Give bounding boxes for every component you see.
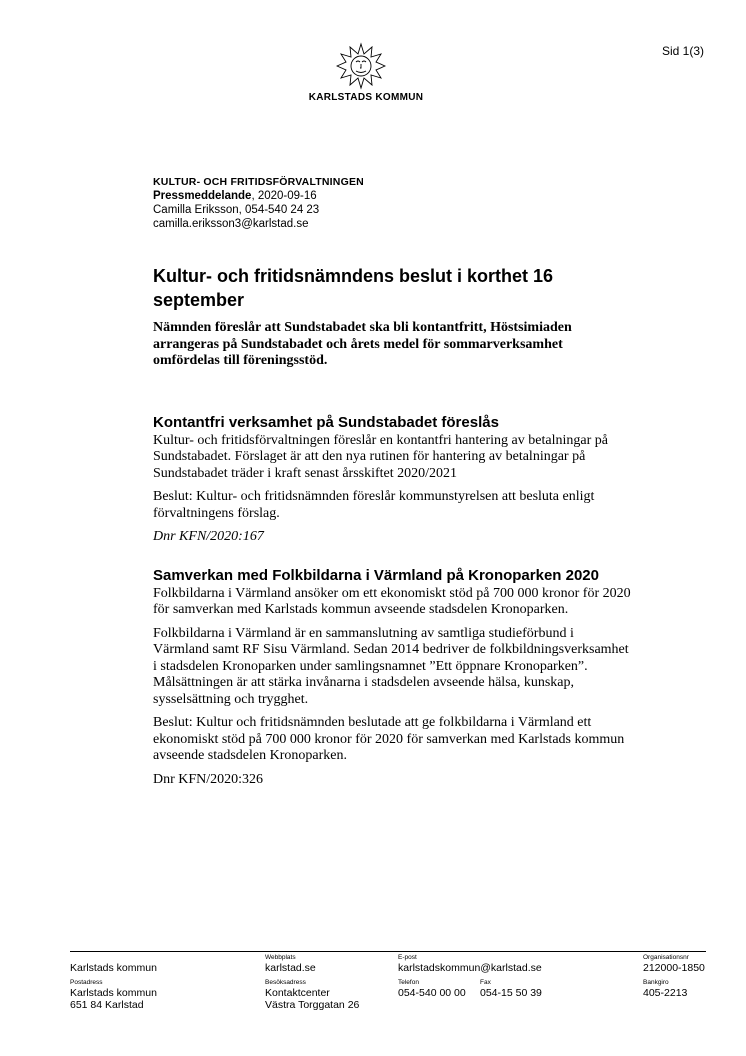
department-name: KULTUR- OCH FRITIDSFÖRVALTNINGEN [153, 176, 364, 188]
logo-text: KARLSTADS KOMMUN [308, 92, 424, 103]
footer-web-value: karlstad.se [265, 962, 316, 974]
footer-post-label: Postadress [70, 979, 103, 986]
footer-phone-value: 054-540 00 00 [398, 987, 466, 999]
footer-org-name: Karlstads kommun [70, 962, 157, 974]
footer-fax [480, 979, 542, 999]
footer-web [265, 954, 316, 974]
section-1-paragraph-1: Kultur- och fritidsförvaltningen föreslår en kontantfri hantering av betalningar på Sundstabadet. Förslaget är att den nya rutinen för hantering av betalningar på Sundstabadet träder i kraft senast årsskiftet 2020/2021 [153, 432, 608, 481]
section-2-paragraph-1: Folkbildarna i Värmland ansöker om ett ekonomiskt stöd på 700 000 kronor för 2020 för samverkan med Karlstads kommun avseende stadsdelen Kronoparken. [153, 585, 631, 617]
section-1-dnr: Dnr KFN/2020:167 [153, 529, 264, 544]
footer-orgnr-label: Organisationsnr [643, 954, 689, 961]
footer-visit-line1: Kontaktcenter [265, 987, 330, 999]
lead-paragraph: Nämnden föreslår att Sundstabadet ska bli kontantfritt, Höstsimiaden arrangeras på Sundstabadet och årets medel för sommarverksamhet omfördelas till föreningsstöd. [153, 320, 572, 368]
section-1-heading: Kontantfri verksamhet på Sundstabadet föreslås [153, 413, 499, 431]
footer-visit-line2: Västra Torggatan 26 [265, 999, 360, 1011]
footer-post-line1: Karlstads kommun [70, 987, 157, 999]
footer-fax-label: Fax [480, 979, 491, 986]
footer-orgnr [643, 954, 705, 974]
footer-bankgiro-value: 405-2213 [643, 987, 688, 999]
section-2-dnr: Dnr KFN/2020:326 [153, 771, 264, 787]
footer-phone [398, 979, 466, 999]
section-2-paragraph-2: Folkbildarna i Värmland är en sammanslutning av samtliga studieförbund i Värmland samt RF Sisu Värmland. Sedan 2014 bedriver de folkbildningsverksamhet i stadsdelen Kronoparken under samlingsnamnet ”Ett öppnare Kronoparken”. Målsättningen är att stärka invånarna i stadsdelen avseende hälsa, kunskap, sysselsättning och trygghet. [153, 625, 629, 707]
footer-orgnr-value: 212000-1850 [643, 962, 705, 974]
contact-line: Camilla Eriksson, 054-540 24 23 [153, 204, 320, 216]
doc-type: Pressmeddelande [153, 190, 252, 202]
footer-bankgiro-label: Bankgiro [643, 979, 669, 986]
doc-date: , 2020-09-16 [251, 190, 317, 202]
section-2-heading: Samverkan med Folkbildarna i Värmland på Kronoparken 2020 [153, 566, 599, 584]
footer-visit [265, 979, 359, 1011]
main-content [153, 264, 633, 788]
page-title: Kultur- och fritidsnämndens beslut i korthet 16 september [153, 266, 554, 310]
footer-post-line2: 651 84 Karlstad [70, 999, 144, 1011]
sun-logo-icon [336, 42, 386, 90]
page-number: Sid 1(3) [661, 44, 704, 58]
section-2-paragraph-3: Beslut: Kultur och fritidsnämnden beslutade att ge folkbildarna i Värmland ett ekonomiskt stöd på 700 000 kronor för 2020 för samverkan med Karlstads kommun avseende stadsdelen Kronoparken. [153, 715, 625, 763]
footer-visit-label: Besöksadress [265, 979, 306, 986]
sender-block [153, 175, 364, 231]
footer-email [398, 954, 542, 974]
footer-divider [70, 951, 706, 952]
contact-email: camilla.eriksson3@karlstad.se [153, 218, 309, 230]
doc-type-line [153, 189, 364, 203]
footer-web-label: Webbplats [265, 954, 296, 961]
footer-post [70, 979, 157, 1011]
footer-bankgiro [643, 979, 687, 999]
footer-fax-value: 054-15 50 39 [480, 987, 542, 999]
footer-email-value: karlstadskommun@karlstad.se [398, 962, 542, 974]
footer-phone-label: Telefon [398, 979, 419, 986]
footer-email-label: E-post [398, 954, 417, 961]
section-1-paragraph-2: Beslut: Kultur- och fritidsnämnden föreslår kommunstyrelsen att besluta enligt förvaltningens förslag. [153, 489, 595, 521]
